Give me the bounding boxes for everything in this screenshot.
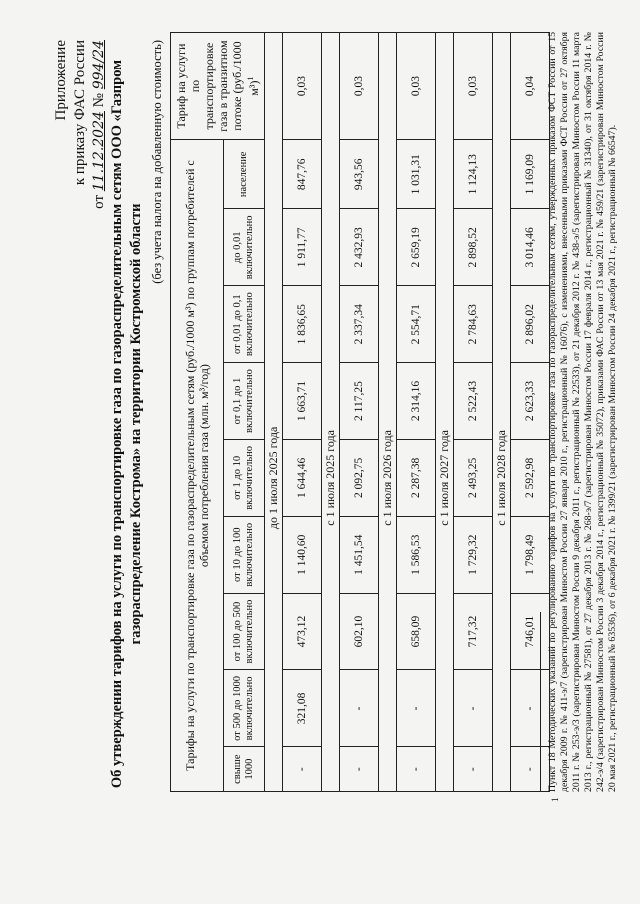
tariff-cell: 473,12 <box>283 593 322 670</box>
period-label: с 1 июля 2025 года <box>322 363 340 594</box>
tariff-cell: 1 586,53 <box>397 516 436 593</box>
tariff-cell: 847,76 <box>283 140 322 209</box>
period-label: с 1 июля 2027 года <box>436 363 454 594</box>
tariff-table <box>170 32 550 792</box>
column-header: свыше 1000 <box>224 747 265 792</box>
tariff-cell: 1 644,46 <box>283 439 322 516</box>
tariff-cell: 2 896,02 <box>511 286 550 363</box>
group-header: Тарифы на услуги по транспортировке газа по газораспределительным сетям (руб./1000 м³) по группам потребителей с объемом потребления газа (млн. м³/год) <box>171 140 224 792</box>
tariff-cell: 1 140,60 <box>283 516 322 593</box>
tariff-cell: 2 522,43 <box>454 363 493 440</box>
period-label: до 1 июля 2025 года <box>265 363 283 594</box>
table-row <box>454 33 493 792</box>
tariff-cell: - <box>397 670 436 747</box>
tariff-cell: 2 898,52 <box>454 209 493 286</box>
period-spacer <box>493 593 511 791</box>
order-date: 11.12.2024 <box>91 111 107 192</box>
tariff-cell: 1 836,65 <box>283 286 322 363</box>
order-date-line <box>90 40 109 209</box>
table-row <box>283 33 322 792</box>
tariff-cell: - <box>511 747 550 792</box>
tariff-cell: 0,03 <box>340 33 379 140</box>
column-header: от 500 до 1000 включительно <box>224 670 265 747</box>
number-label: № <box>91 93 107 108</box>
from-label: от <box>91 195 107 209</box>
appendix-label: Приложение <box>53 40 69 121</box>
tariff-cell: 1 031,31 <box>397 140 436 209</box>
column-header: от 100 до 500 включительно <box>224 593 265 670</box>
tariff-cell: - <box>340 670 379 747</box>
tariff-cell: 2 337,34 <box>340 286 379 363</box>
tariff-cell: 321,08 <box>283 670 322 747</box>
tariff-cell: 602,10 <box>340 593 379 670</box>
tariff-cell: 2 493,25 <box>454 439 493 516</box>
tariff-cell: 2 592,98 <box>511 439 550 516</box>
tariff-cell: - <box>397 747 436 792</box>
tariff-cell: 2 784,63 <box>454 286 493 363</box>
period-spacer <box>436 33 454 363</box>
period-spacer <box>265 593 283 791</box>
table-body <box>265 33 550 792</box>
period-spacer <box>493 33 511 363</box>
tariff-cell: 2 623,33 <box>511 363 550 440</box>
order-number: 994/24 <box>91 40 107 90</box>
table-row <box>397 33 436 792</box>
footnote <box>540 32 619 802</box>
period-row <box>436 33 454 792</box>
period-spacer <box>322 593 340 791</box>
tariff-cell: 658,09 <box>397 593 436 670</box>
tariff-cell: 746,01 <box>511 593 550 670</box>
tariff-cell: 1 663,71 <box>283 363 322 440</box>
order-label: к приказу ФАС России <box>72 40 88 186</box>
tariff-cell: 717,32 <box>454 593 493 670</box>
period-row <box>322 33 340 792</box>
table-row <box>340 33 379 792</box>
period-spacer <box>436 593 454 791</box>
footnote-number: 1 <box>550 797 560 802</box>
period-row <box>379 33 397 792</box>
tariff-cell: 2 314,16 <box>397 363 436 440</box>
tariff-cell: 2 092,75 <box>340 439 379 516</box>
column-header: от 0,1 до 1 включительно <box>224 363 265 440</box>
transit-header: Тариф на услуги по транспортировке газа в транзитном потоке (руб./1000 м³)$^1$ <box>171 33 265 140</box>
tariff-cell: 1 911,77 <box>283 209 322 286</box>
tariff-cell: 1 124,13 <box>454 140 493 209</box>
tariff-cell: 1 451,54 <box>340 516 379 593</box>
period-label: с 1 июля 2026 года <box>379 363 397 594</box>
tariff-cell: - <box>454 670 493 747</box>
tariff-cell: - <box>283 747 322 792</box>
period-spacer <box>379 33 397 363</box>
table-header-row <box>171 33 224 792</box>
tariff-cell: 2 554,71 <box>397 286 436 363</box>
column-header: от 10 до 100 включительно <box>224 516 265 593</box>
period-label: с 1 июля 2028 года <box>493 363 511 594</box>
tariff-cell: - <box>511 670 550 747</box>
column-header: до 0,01 включительно <box>224 209 265 286</box>
tariff-cell: - <box>340 747 379 792</box>
footnote-rule <box>540 612 541 792</box>
column-header: от 1 до 10 включительно <box>224 439 265 516</box>
period-spacer <box>265 33 283 363</box>
tariff-cell: 2 287,38 <box>397 439 436 516</box>
tariff-cell: 1 798,49 <box>511 516 550 593</box>
tariff-cell: 1 169,09 <box>511 140 550 209</box>
tariff-cell: 2 659,19 <box>397 209 436 286</box>
appendix-header <box>52 40 109 209</box>
period-row <box>493 33 511 792</box>
vat-note: (без учета налога на добавленную стоимость) <box>150 40 164 284</box>
period-row <box>265 33 283 792</box>
tariff-cell: 943,56 <box>340 140 379 209</box>
tariff-cell: 2 117,25 <box>340 363 379 440</box>
footnote-text: Пункт 18 Методических указаний по регулированию тарифов на услуги по транспортировке газа по газораспределительным сетям, утвержденных приказом ФСТ России от 15 декабря 2009 г. № 411-э/7 (зарегистрирован Минюстом России 27 января 2010 г., регистрационный № 16076), с изменениями, внесенными приказами ФСТ России от 27 октября 2011 г. № 253-э/3 (зарегистрирован Минюстом России 9 декабря 2011 г., регистрационный № 22533), от 21 декабря 2012 г. № 438-э/5 (зарегистрирован Минюстом России 11 марта 2013 г., регистрационный № 27581), от 27 декабря 2013 г. № 268-э/7 (зарегистрирован Минюстом России 17 февраля 2014 г., регистрационный № 31340), от 31 октября 2014 г. № 242-э/4 (зарегистрирован Минюстом России 3 декабря 2014 г., регистрационный № 35072), приказами ФАС России от 13 мая 2021 г. № 459/21 (зарегистрирован Минюстом России 20 мая 2021 г., регистрационный № 63536), от 6 декабря 2021 г. № 1399/21 (зарегистрирован Минюстом России 24 декабря 2021 г., регистрационный № 66547). <box>547 32 618 792</box>
tariff-cell: - <box>454 747 493 792</box>
column-header: население <box>224 140 265 209</box>
period-spacer <box>379 593 397 791</box>
column-header: от 0,01 до 0,1 включительно <box>224 286 265 363</box>
period-spacer <box>322 33 340 363</box>
tariff-cell: 3 014,46 <box>511 209 550 286</box>
document-title: Об утверждении тарифов на услуги по транспортировке газа по газораспределительным сетям ООО «Газпром газораспределение Кострома» на территории Костромской области <box>109 59 144 789</box>
tariff-cell: 0,04 <box>511 33 550 140</box>
tariff-cell: 2 432,93 <box>340 209 379 286</box>
tariff-cell: 1 729,32 <box>454 516 493 593</box>
tariff-cell: 0,03 <box>283 33 322 140</box>
tariff-cell: 0,03 <box>454 33 493 140</box>
column-header-row <box>224 33 265 792</box>
tariff-cell: 0,03 <box>397 33 436 140</box>
